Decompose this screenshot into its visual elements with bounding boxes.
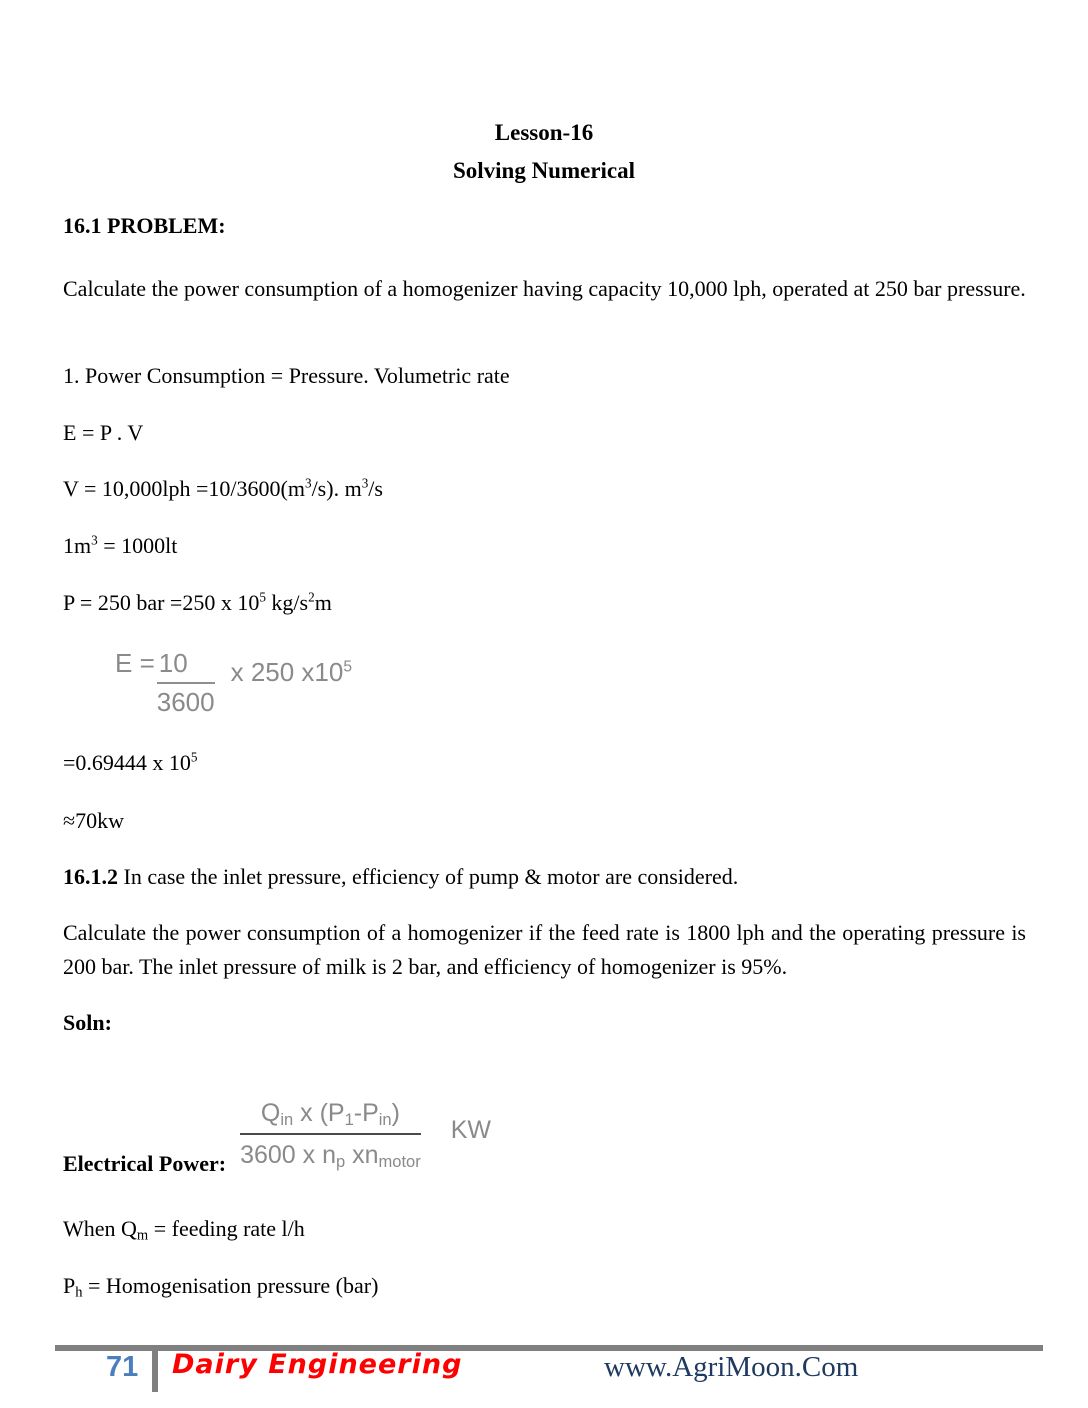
- equation-energy: E = P . V: [63, 420, 144, 445]
- footer-book-title: Dairy Engineering: [172, 1349, 463, 1380]
- formula1-fraction: [157, 648, 215, 717]
- pressure-exponent: 2: [308, 589, 315, 605]
- formula1-lhs: E =: [115, 648, 155, 678]
- formula2-unit: KW: [450, 1116, 492, 1144]
- ph-seg: = Homogenisation pressure (bar): [82, 1273, 379, 1298]
- equation-volume: [63, 472, 1026, 505]
- subsection-heading: [63, 860, 1026, 893]
- qm-seg: When Q: [63, 1216, 137, 1241]
- pressure-exponent: 5: [259, 589, 266, 605]
- conversion-seg: 1m: [63, 533, 92, 558]
- pressure-seg: P = 250 bar =250 x 10: [63, 590, 260, 615]
- formula2-num-seg: x (P: [293, 1099, 345, 1127]
- formula2-den-sub: motor: [378, 1153, 421, 1172]
- lesson-subtitle: Solving Numerical: [452, 158, 636, 183]
- result-seg: =0.69444 x 10: [63, 750, 191, 775]
- soln-heading: Soln:: [63, 1010, 112, 1035]
- formula2-num-seg: Q: [260, 1099, 281, 1127]
- formula2-num-seg: -P: [353, 1099, 379, 1127]
- lesson-title: Lesson-16: [494, 120, 594, 145]
- qm-seg: = feeding rate l/h: [148, 1216, 305, 1241]
- formula1-multiplier-exponent: 5: [343, 658, 353, 676]
- formula2-numerator: [245, 1098, 416, 1133]
- footer-divider: [152, 1345, 158, 1392]
- result-line: [63, 746, 1026, 779]
- footer-page-number: 71: [106, 1351, 139, 1383]
- formula1-numerator: 10: [157, 648, 215, 684]
- volume-seg: /s). m: [311, 476, 362, 501]
- subsection-text: In case the inlet pressure, efficiency of pump & motor are considered.: [118, 864, 739, 889]
- pressure-seg: m: [314, 590, 332, 615]
- equation-pressure: [63, 586, 1026, 619]
- formula2-num-sub: 1: [344, 1111, 354, 1130]
- conversion-exponent: 3: [91, 532, 98, 548]
- formula1-denominator: 3600: [156, 686, 215, 717]
- footer-website: www.AgriMoon.Com: [604, 1351, 859, 1383]
- formula2-num-sub: in: [280, 1111, 294, 1130]
- problem-statement: Calculate the power consumption of a homogenizer having capacity 10,000 lph, operated at 250 bar pressure.: [63, 276, 1026, 301]
- step-power-consumption: 1. Power Consumption = Pressure. Volumetric rate: [63, 363, 510, 388]
- conversion-seg: = 1000lt: [97, 533, 178, 558]
- volume-exponent: 3: [304, 475, 312, 491]
- equation-conversion: [63, 529, 1026, 562]
- qm-subscript: m: [136, 1227, 149, 1244]
- formula1-multiplier: [231, 657, 352, 688]
- approx-result-line: ≈70kw: [63, 808, 124, 833]
- formula-image-energy: [115, 648, 352, 717]
- problem2-statement: Calculate the power consumption of a homogenizer if the feed rate is 1800 lph and the operating pressure is 200 bar. The inlet pressure of milk is 2 bar, and efficiency of homogenizer is 95%.: [63, 920, 1026, 979]
- formula2-denominator: [240, 1135, 421, 1170]
- ph-definition-line: [63, 1269, 1026, 1302]
- electrical-power-label: Electrical Power:: [63, 1151, 227, 1176]
- subsection-number: 16.1.2: [63, 864, 118, 889]
- volume-seg: /s: [368, 476, 383, 501]
- result-exponent: 5: [190, 749, 198, 765]
- formula2-num-seg: ): [391, 1099, 400, 1127]
- ph-subscript: h: [75, 1284, 83, 1301]
- ph-seg: P: [63, 1273, 76, 1298]
- qm-definition-line: [63, 1212, 1026, 1245]
- formula2-den-sub: p: [336, 1153, 346, 1172]
- formula2-fraction: [240, 1098, 421, 1170]
- pressure-seg: kg/s: [265, 590, 309, 615]
- formula2-den-seg: 3600 x n: [240, 1141, 336, 1169]
- formula2-den-seg: xn: [345, 1141, 379, 1169]
- formula-image-electrical-power: [63, 1098, 492, 1176]
- problem-heading: 16.1 PROBLEM:: [63, 213, 226, 238]
- formula1-multiplier-text: x 250 x10: [230, 657, 344, 687]
- volume-exponent: 3: [361, 475, 369, 491]
- formula2-num-sub: in: [378, 1111, 392, 1130]
- volume-seg: V = 10,000lph =10/3600(m: [63, 476, 305, 501]
